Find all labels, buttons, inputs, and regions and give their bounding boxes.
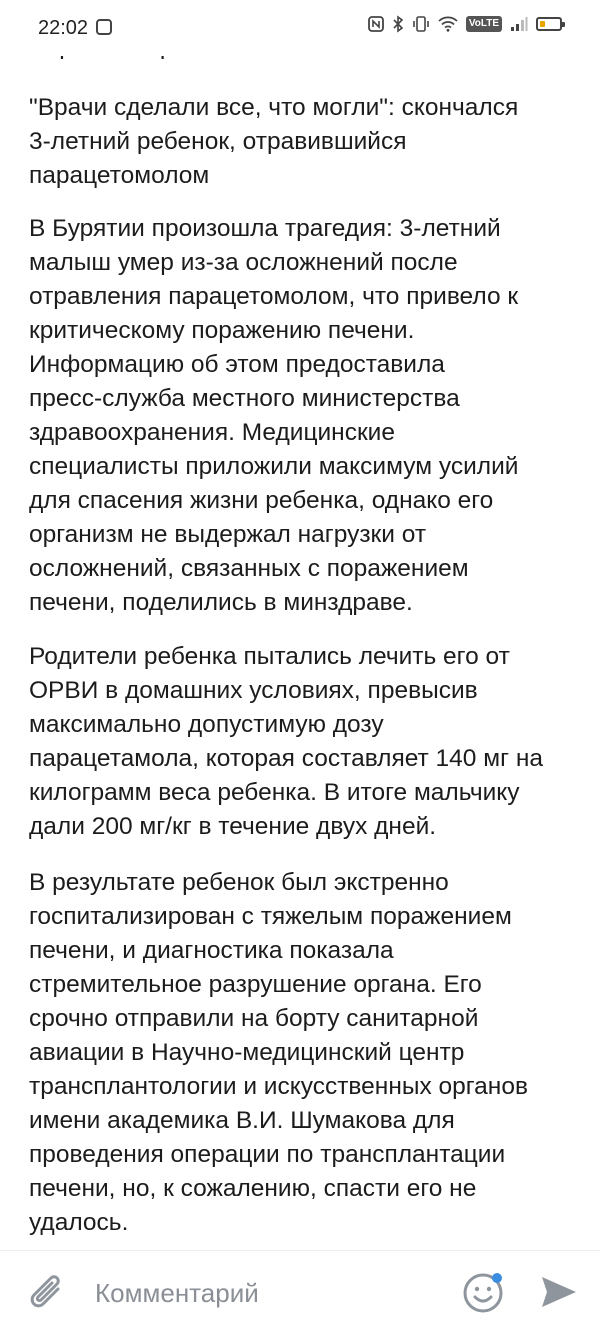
article-paragraph: В Бурятии произошла трагедия: 3-летний малыш умер из-за осложнений после отравления парацетомолом, что привело к критическому поражению печени. Информацию об этом предоставила пресс-служба местного министерства здравоохранения. Медицинские специалисты приложили максимум усилий для спасения жизни ребенка, однако его организм не выдержал нагрузки от осложнений, связанных с поражением печени, поделились в минздраве. <box>29 215 519 616</box>
emoji-face-icon <box>96 19 112 35</box>
bluetooth-icon <box>392 15 404 33</box>
article-paragraph: Родители ребенка пытались лечить его от ОРВИ в домашних условиях, превысив максимально допустимую дозу парацетамола, которая составляет 140 мг на килограмм веса ребенка. В итоге мальчику дали 200 мг/кг в течение двух дней. <box>29 643 543 840</box>
comment-bar <box>0 1250 600 1333</box>
volte-badge: VoLTE <box>466 16 502 32</box>
status-icons <box>368 15 562 33</box>
emoji-icon[interactable] <box>461 1270 505 1319</box>
wifi-icon <box>438 16 458 32</box>
battery-icon <box>536 17 562 31</box>
article-paragraph: В результате ребенок был экстренно госпитализирован с тяжелым поражением печени, и диагностика показала стремительное разрушение органа. Его срочно отправили на борту санитарной авиации в Научно-медицинский центр трансплантологии и искусственных органов имени академика В.И. Шумакова для проведения операции по трансплантации печени, но, к сожалению, спасти его не удалось. <box>29 869 528 1236</box>
vibrate-icon <box>412 15 430 33</box>
send-icon[interactable] <box>540 1275 578 1314</box>
paperclip-icon[interactable] <box>28 1271 68 1320</box>
nfc-icon <box>368 16 384 32</box>
status-bar <box>0 0 600 56</box>
article-headline: "Врачи сделали все, что могли": скончался 3-летний ребенок, отравившийся парацетомолом <box>29 94 519 189</box>
status-time: 22:02 <box>38 17 89 39</box>
comment-input[interactable]: Комментарий <box>95 1278 259 1308</box>
signal-icon <box>510 16 528 32</box>
